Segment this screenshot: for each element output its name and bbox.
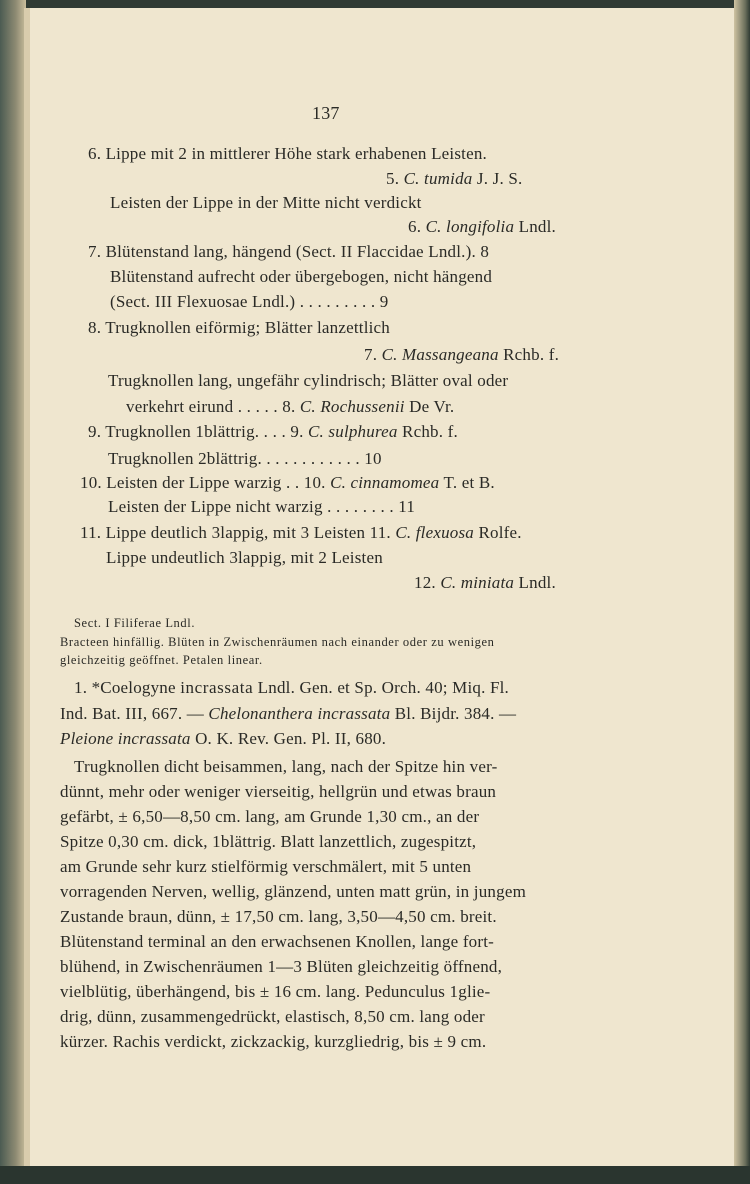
page-edge [734, 0, 750, 1184]
description-line: drig, dünn, zusammengedrückt, elastisch, 8,50 cm. lang oder [60, 1007, 485, 1026]
section-description: gleichzeitig geöffnet. Petalen linear. [60, 653, 263, 667]
key-line: 8. Trugknollen eiförmig; Blätter lanzettlich [88, 318, 391, 337]
species-citation: 1. *Coelogyne incrassata Lndl. Gen. et Sp. Orch. 40; Miq. Fl. [74, 678, 510, 697]
section-description: Bracteen hinfällig. Blüten in Zwischenräumen nach einander oder zu wenigen [60, 635, 495, 649]
key-line: Leisten der Lippe in der Mitte nicht verdickt [110, 193, 422, 212]
description-line: gefärbt, ± 6,50—8,50 cm. lang, am Grunde 1,30 cm., an der [60, 807, 480, 826]
key-line: 7. Blütenstand lang, hängend (Sect. II Flaccidae Lndl.). 8 [88, 242, 490, 261]
key-line: 11. Lippe deutlich 3lappig, mit 3 Leisten 11. C. flexuosa Rolfe. [80, 523, 522, 542]
description-line: dünnt, mehr oder weniger vierseitig, hellgrün und etwas braun [60, 782, 497, 801]
description-line: Zustande braun, dünn, ± 17,50 cm. lang, 3,50—4,50 cm. breit. [60, 907, 497, 926]
key-line: 6. Lippe mit 2 in mittlerer Höhe stark erhabenen Leisten. [88, 144, 487, 163]
key-line: 12. C. miniata Lndl. [414, 573, 556, 592]
key-line: 7. C. Massangeana Rchb. f. [364, 345, 560, 364]
key-line: Trugknollen 2blättrig. . . . . . . . . . . . 10 [108, 449, 382, 468]
key-line: verkehrt eirund . . . . . 8. C. Rochussenii De Vr. [126, 397, 455, 416]
description-line: am Grunde sehr kurz stielförmig verschmälert, mit 5 unten [60, 857, 472, 876]
description-line: Trugknollen dicht beisammen, lang, nach der Spitze hin ver- [74, 757, 498, 776]
description-line: Blütenstand terminal an den erwachsenen Knollen, lange fort- [60, 932, 495, 951]
page-bottom-edge [0, 1166, 750, 1184]
key-line: 10. Leisten der Lippe warzig . . 10. C. cinnamomea T. et B. [80, 473, 495, 492]
key-line: Trugknollen lang, ungefähr cylindrisch; Blätter oval oder [108, 371, 509, 390]
species-citation: Pleione incrassata O. K. Rev. Gen. Pl. II, 680. [60, 729, 387, 748]
key-line: Leisten der Lippe nicht warzig . . . . . . . . 11 [108, 497, 416, 516]
book-binding [0, 0, 26, 1184]
page-number: 137 [312, 103, 340, 123]
key-line: Blütenstand aufrecht oder übergebogen, nicht hängend [110, 267, 493, 286]
key-line: (Sect. III Flexuosae Lndl.) . . . . . . . . . 9 [110, 292, 389, 311]
section-title: Sect. I Filiferae Lndl. [74, 616, 196, 630]
description-line: vorragenden Nerven, wellig, glänzend, unten matt grün, in jungem [60, 882, 526, 901]
key-line: 5. C. tumida J. J. S. [386, 169, 523, 188]
key-line: 6. C. longifolia Lndl. [408, 217, 556, 236]
key-line: Lippe undeutlich 3lappig, mit 2 Leisten [106, 548, 383, 567]
description-line: kürzer. Rachis verdickt, zickzackig, kurzgliedrig, bis ± 9 cm. [60, 1032, 487, 1051]
description-line: Spitze 0,30 cm. dick, 1blättrig. Blatt lanzettlich, zugespitzt, [60, 832, 477, 851]
key-line: 9. Trugknollen 1blättrig. . . . 9. C. sulphurea Rchb. f. [88, 422, 458, 441]
description-line: vielblütig, überhängend, bis ± 16 cm. lang. Pedunculus 1glie- [60, 982, 491, 1001]
description-line: blühend, in Zwischenräumen 1—3 Blüten gleichzeitig öffnend, [60, 957, 503, 976]
species-citation: Ind. Bat. III, 667. — Chelonanthera incrassata Bl. Bijdr. 384. — [60, 704, 517, 723]
